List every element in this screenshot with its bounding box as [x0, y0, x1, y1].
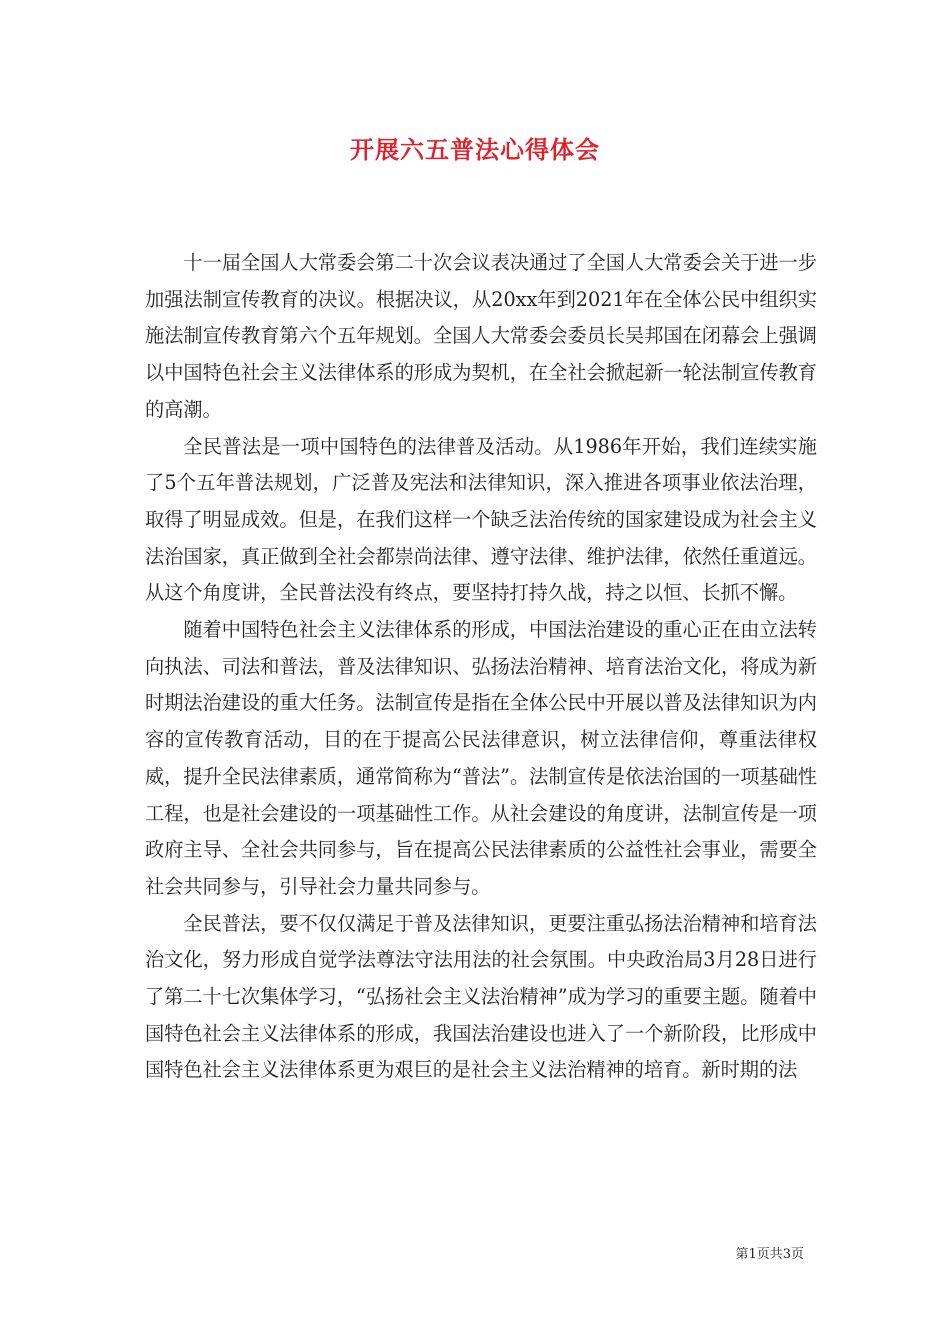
paragraph-4: 全民普法，要不仅仅满足于普及法律知识，更要注重弘扬法治精神和培育法治文化，努力形成自觉学法尊法守法用法的社会氛围。中央政治局3月28日进行了第二十七次集体学习，“弘扬社会主义法治精神”成为学习的重要主题。随着中国特色社会主义法律体系的形成，我国法治建设也进入了一个新阶段，比形成中国特色社会主义法律体系更为艰巨的是社会主义法治精神的培育。新时期的法 [145, 911, 817, 1082]
document-body [145, 245, 817, 1089]
paragraph-2: 全民普法是一项中国特色的法律普及活动。从1986年开始，我们连续实施了5个五年普法规划，广泛普及宪法和法律知识，深入推进各项事业依法治理，取得了明显成效。但是，在我们这样一个缺乏法治传统的国家建设成为社会主义法治国家，真正做到全社会都崇尚法律、遵守法律、维护法律，依然任重道远。从这个角度讲，全民普法没有终点，要坚持打持久战，持之以恒、长抓不懈。 [145, 434, 817, 605]
document-title: 开展六五普法心得体会 [350, 135, 600, 164]
paragraph-3: 随着中国特色社会主义法律体系的形成，中国法治建设的重心正在由立法转向执法、司法和普法，普及法律知识、弘扬法治精神、培育法治文化，将成为新时期法治建设的重大任务。法制宣传是指在全体公民中开展以普及法律知识为内容的宣传教育活动，目的在于提高公民法律意识，树立法律信仰，尊重法律权威，提升全民法律素质，通常简称为“普法”。法制宣传是依法治国的一项基础性工程，也是社会建设的一项基础性工作。从社会建设的角度讲，法制宣传是一项政府主导、全社会共同参与，旨在提高公民法律素质的公益性社会事业，需要全社会共同参与，引导社会力量共同参与。 [145, 618, 817, 898]
paragraph-1: 十一届全国人大常委会第二十次会议表决通过了全国人大常委会关于进一步加强法制宣传教育的决议。根据决议，从20xx年到2021年在全体公民中组织实施法制宣传教育第六个五年规划。全国人大常委会委员长吴邦国在闭幕会上强调以中国特色社会主义法律体系的形成为契机，在全社会掀起新一轮法制宣传教育的高潮。 [145, 251, 817, 421]
page-number: 第1页共3页 [735, 1247, 804, 1262]
